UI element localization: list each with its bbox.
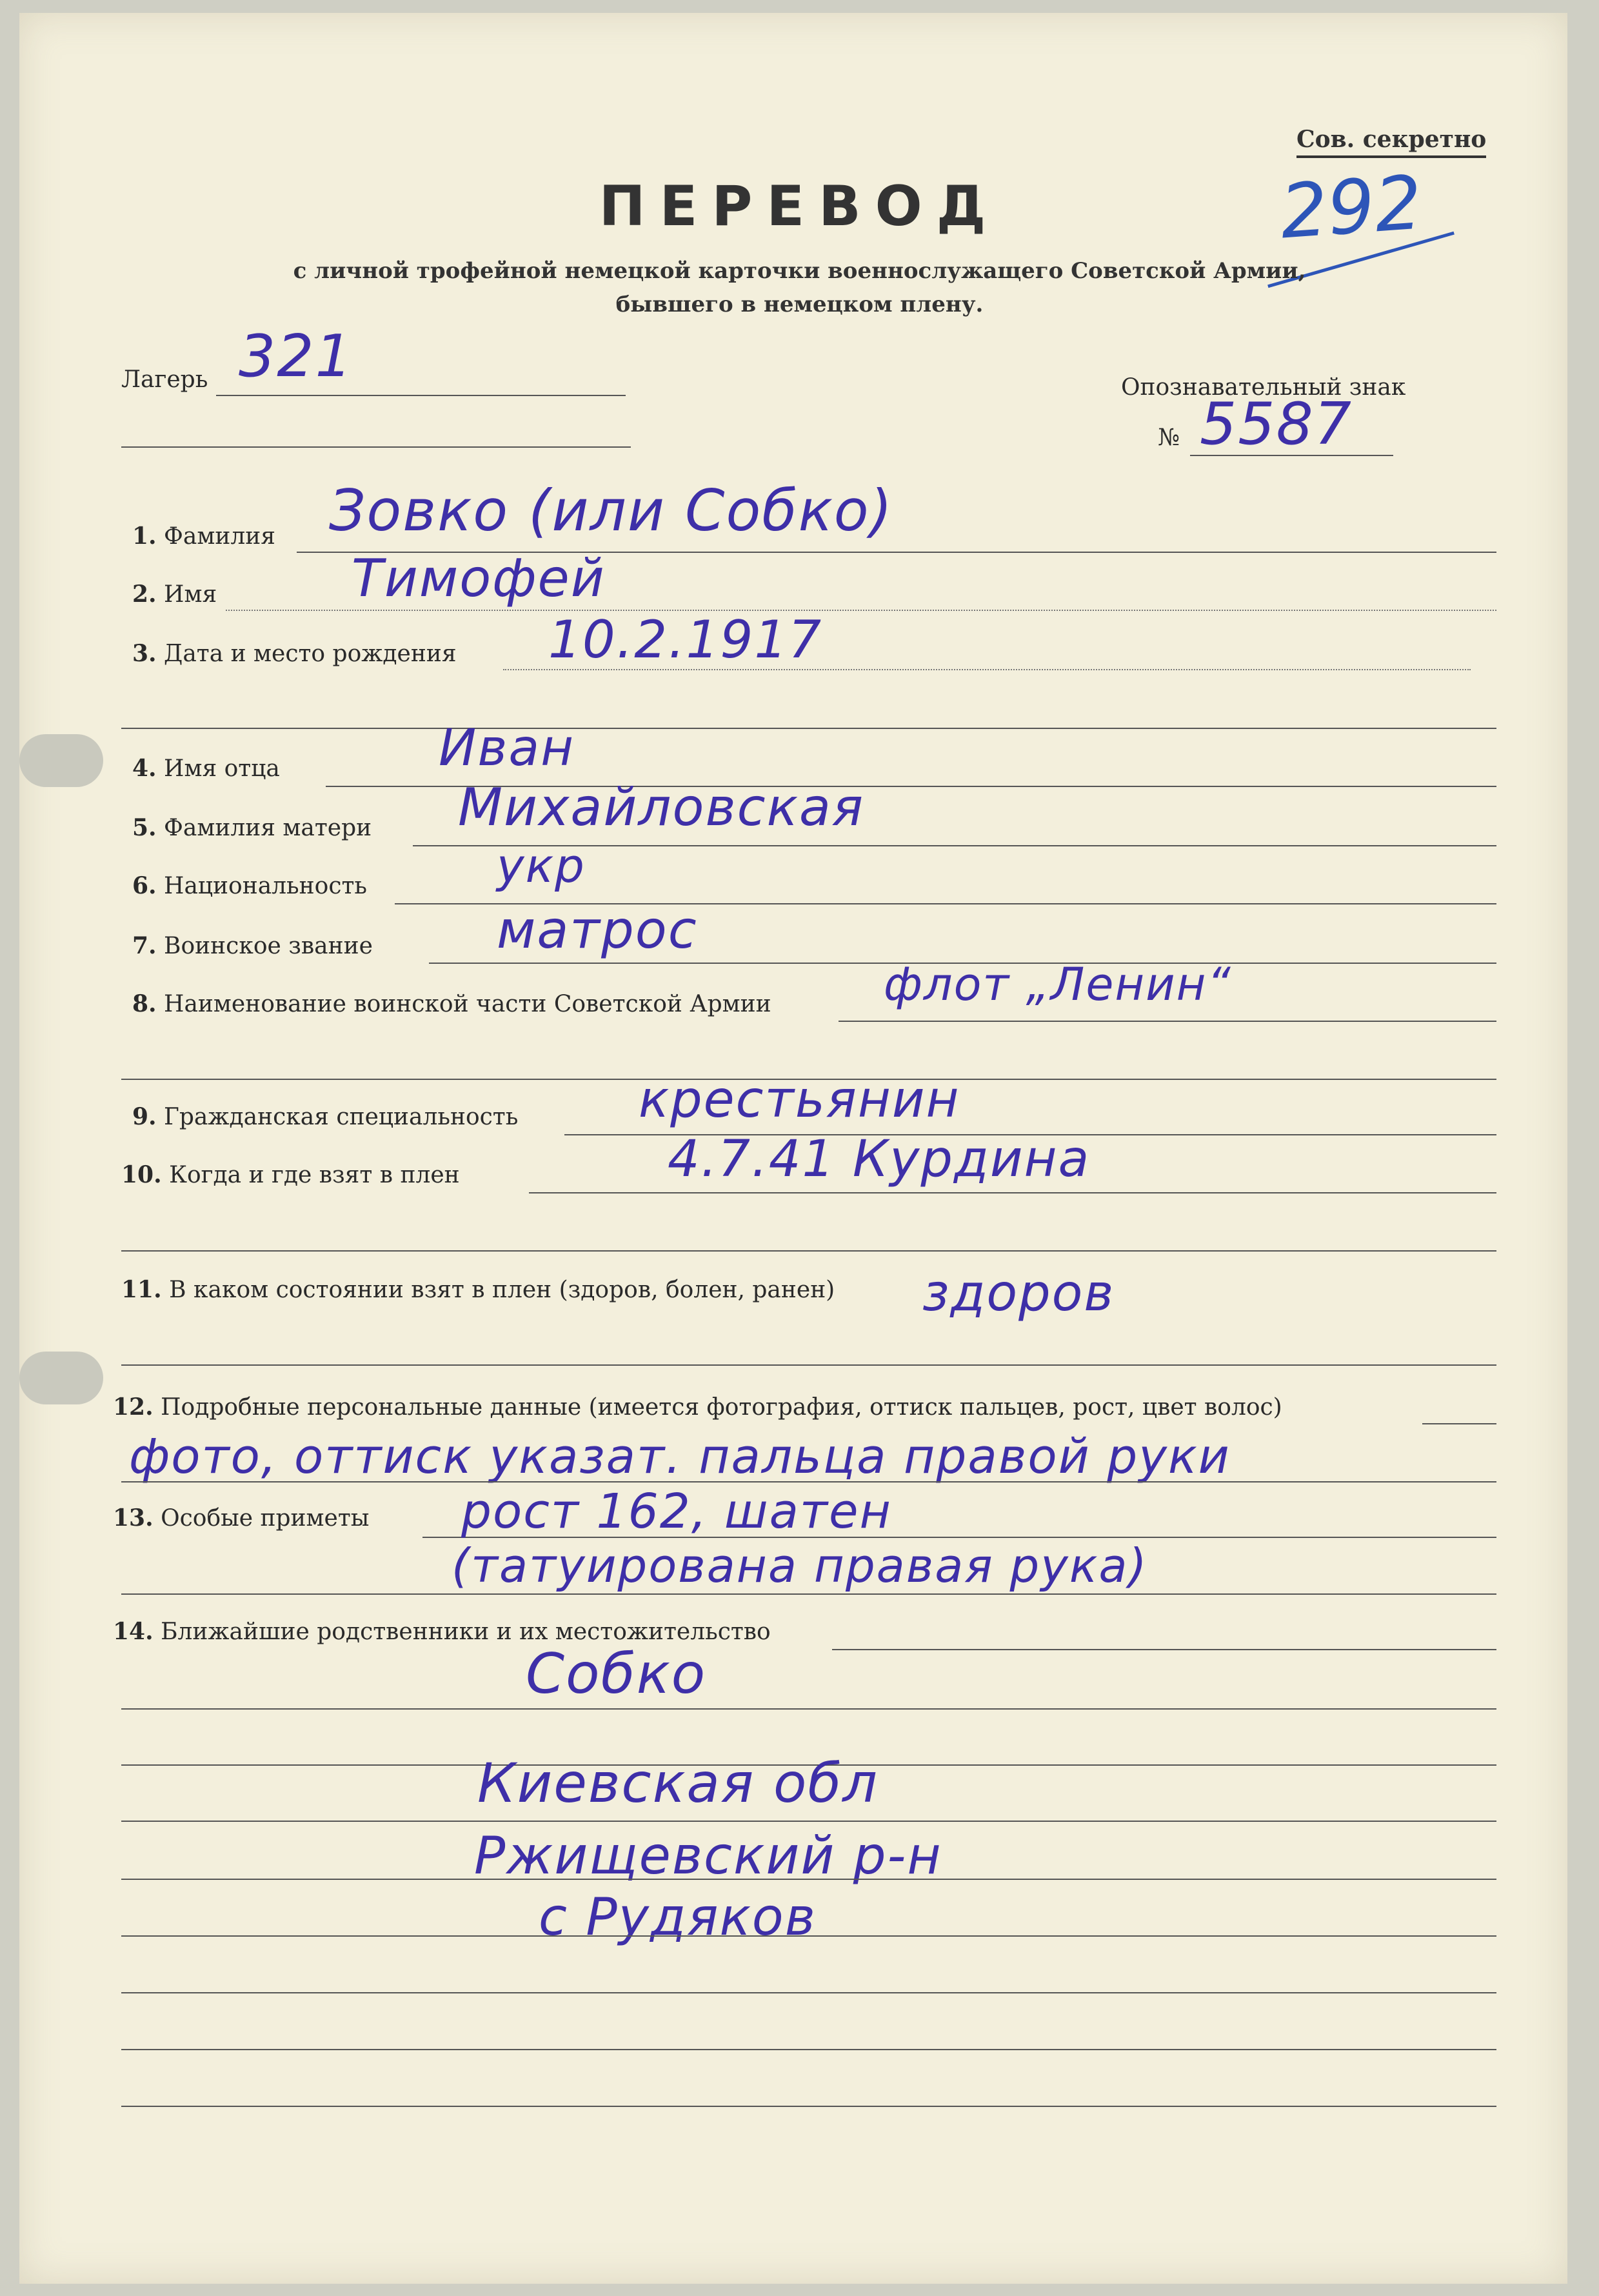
field-14-value-line3: Ржищевский р-н <box>474 1826 942 1886</box>
field-9-number: 9. <box>132 1103 157 1130</box>
field-3-value: 10.2.1917 <box>548 610 823 670</box>
field-4-value: Иван <box>439 719 575 777</box>
field-9-value: крестьянин <box>639 1071 960 1129</box>
id-tag-value: 5587 <box>1200 390 1353 458</box>
id-tag-label: Опознавательный знак <box>1121 374 1406 401</box>
field-7-value: матрос <box>497 900 698 960</box>
punch-hole-top <box>19 734 103 787</box>
field-1-label: Фамилия <box>164 523 275 550</box>
field-11-value: здоров <box>922 1264 1115 1323</box>
field-14-extra-line-3 <box>121 1821 1496 1822</box>
field-3-number: 3. <box>132 640 157 667</box>
field-2-label: Имя <box>164 581 217 608</box>
document-subtitle-line2: бывшего в немецком плену. <box>615 292 984 317</box>
field-1-number: 1. <box>132 523 157 550</box>
field-13-label: Особые приметы <box>161 1505 370 1532</box>
camp-value: 321 <box>239 323 353 390</box>
field-11-number: 11. <box>121 1276 162 1303</box>
field-13-extra-line <box>121 1593 1496 1595</box>
field-2-value: Тимофей <box>352 548 606 608</box>
field-3-extra-line <box>121 728 1496 729</box>
field-13-value-line1: рост 162, шатен <box>461 1484 892 1539</box>
field-13-number: 13. <box>113 1504 154 1532</box>
field-14-extra-line-4 <box>121 1879 1496 1880</box>
field-5-number: 5. <box>132 814 157 841</box>
field-12-label: Подробные персональные данные (имеется фотография, оттиск пальцев, рост, цвет волос) <box>161 1394 1282 1421</box>
field-11-line <box>121 1364 1496 1366</box>
field-10-value: 4.7.41 Курдина <box>668 1130 1091 1188</box>
field-14-extra-line-8 <box>121 2106 1496 2107</box>
camp-extra-line <box>121 446 631 448</box>
field-14-number: 14. <box>113 1618 154 1645</box>
field-6-number: 6. <box>132 872 157 899</box>
registration-number: 292 <box>1277 159 1425 256</box>
field-4-label: Имя отца <box>164 755 280 782</box>
field-14-line <box>832 1649 1496 1650</box>
field-10-label: Когда и где взят в плен <box>169 1162 460 1188</box>
field-12-value: фото, оттиск указат. пальца правой руки <box>129 1429 1231 1484</box>
field-14-value-line1: Собко <box>526 1642 707 1706</box>
field-13-value-line2: (татуирована правая рука) <box>452 1539 1148 1593</box>
field-9-label: Гражданская специальность <box>164 1104 519 1130</box>
field-14-extra-line-5 <box>121 1935 1496 1937</box>
field-8-line <box>839 1021 1496 1022</box>
document-title: ПЕРЕВОД <box>599 174 1000 239</box>
field-7-number: 7. <box>132 932 157 959</box>
field-12-line <box>1422 1423 1496 1424</box>
field-12-number: 12. <box>113 1393 154 1421</box>
punch-hole-bottom <box>19 1352 103 1404</box>
camp-label: Лагерь <box>121 366 208 393</box>
field-14-extra-line-1 <box>121 1708 1496 1710</box>
id-tag-number-sign: № <box>1158 424 1180 451</box>
field-10-line <box>529 1192 1496 1193</box>
field-8-value: флот „Ленин“ <box>884 958 1232 1011</box>
field-14-extra-line-7 <box>121 2049 1496 2050</box>
field-1-value: Зовко (или Собко) <box>329 477 893 544</box>
field-6-label: Национальность <box>164 873 367 899</box>
field-3-label: Дата и место рождения <box>164 641 457 667</box>
field-11-label: В каком состоянии взят в плен (здоров, болен, ранен) <box>169 1277 835 1303</box>
field-5-value: Михайловская <box>458 777 865 837</box>
classification-mark: Сов. секретно <box>1296 126 1486 158</box>
field-14-extra-line-6 <box>121 1992 1496 1993</box>
field-14-label: Ближайшие родственники и их местожительство <box>161 1619 771 1645</box>
field-8-label: Наименование воинской части Советской Армии <box>164 991 771 1017</box>
camp-line <box>216 395 626 396</box>
field-6-value: укр <box>497 839 586 893</box>
field-8-number: 8. <box>132 990 157 1017</box>
field-2-number: 2. <box>132 581 157 608</box>
field-14-value-line2: Киевская обл <box>477 1752 879 1815</box>
field-5-label: Фамилия матери <box>164 815 372 841</box>
field-14-value-line4: с Рудяков <box>539 1887 817 1947</box>
field-4-number: 4. <box>132 755 157 782</box>
field-7-label: Воинское звание <box>164 933 373 959</box>
field-10-number: 10. <box>121 1161 162 1188</box>
document-subtitle-line1: с личной трофейной немецкой карточки военнослужащего Советской Армии, <box>293 258 1306 284</box>
field-12-extra-line <box>121 1481 1496 1482</box>
field-2-line <box>226 610 1496 611</box>
field-10-extra-line <box>121 1250 1496 1252</box>
